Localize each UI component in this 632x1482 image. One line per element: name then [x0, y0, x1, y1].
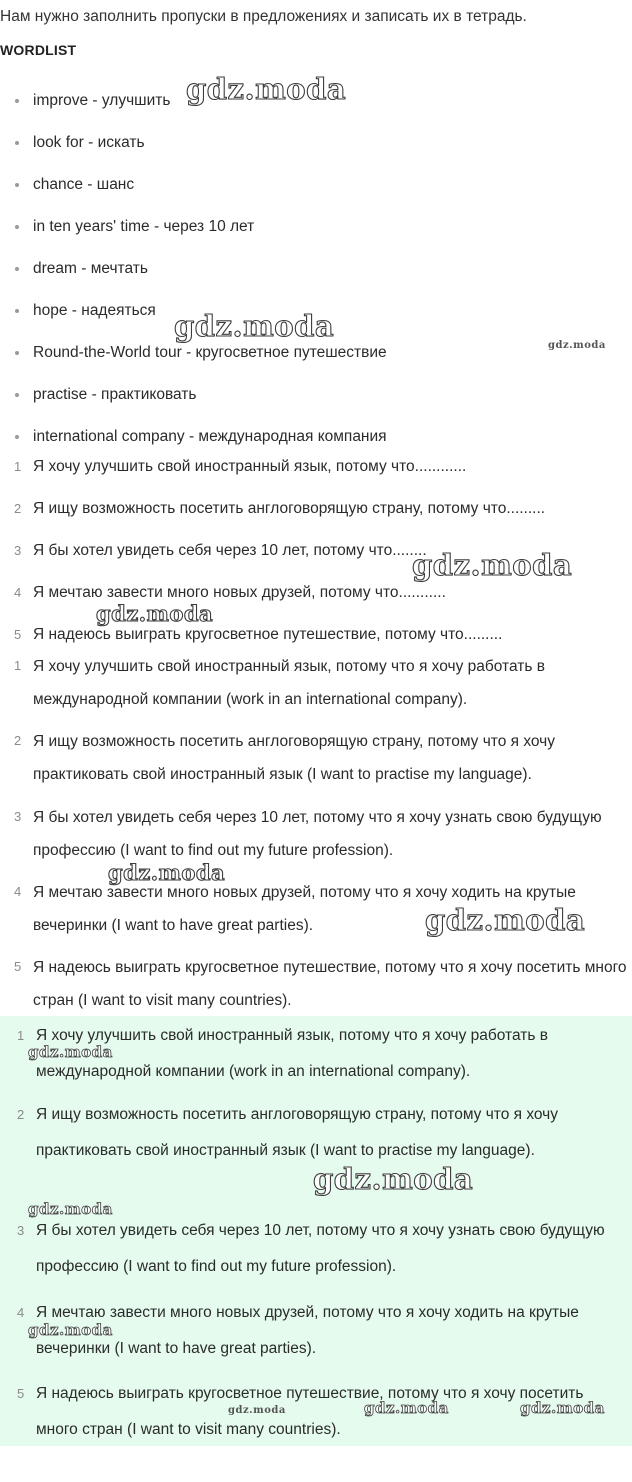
item-number: 1: [14, 658, 22, 673]
watermark: gdz.moda: [228, 1405, 286, 1416]
bullet-icon: [15, 267, 19, 271]
watermark: gdz.moda: [313, 1162, 474, 1196]
watermark: gdz.moda: [28, 1043, 113, 1061]
item-text: Я ищу возможность посетить англоговорящую страну, потому что я хочу практиковать свой иностранный язык (I want to practise my language).: [33, 733, 556, 783]
wordlist-item-text: hope - надеяться: [33, 302, 156, 319]
item-text: Я хочу улучшить свой иностранный язык, потому что я хочу работать в международной компании (work in an international company).: [33, 658, 545, 708]
wordlist-item: [0, 132, 632, 154]
watermark: gdz.moda: [548, 340, 606, 351]
bullet-icon: [15, 351, 19, 355]
bullet-icon: [15, 183, 19, 187]
watermark: gdz.moda: [186, 72, 347, 106]
item-number: 1: [14, 459, 22, 474]
bullet-icon: [15, 225, 19, 229]
item-text: Я мечтаю завести много новых друзей, потому что я хочу ходить на крутые вечеринки (I want to have great parties).: [36, 1304, 579, 1357]
watermark: gdz.moda: [174, 309, 335, 343]
wordlist-item: [0, 216, 632, 238]
wordlist-item-text: international company - международная компания: [33, 428, 387, 445]
wordlist-item: [0, 300, 632, 322]
item-text: Я бы хотел увидеть себя через 10 лет, потому что........: [33, 542, 427, 559]
item-text: Я надеюсь выиграть кругосветное путешествие, потому что я хочу посетить много стран (I want to visit many countries).: [33, 959, 627, 1009]
item-number: 5: [14, 627, 22, 642]
bullet-icon: [15, 435, 19, 439]
watermark: gdz.moda: [425, 903, 586, 937]
item-number: 5: [17, 1386, 25, 1401]
item-text: Я надеюсь выиграть кругосветное путешествие, потому что.........: [33, 626, 503, 643]
item-text: Я надеюсь выиграть кругосветное путешествие, потому что я хочу посетить много стран (I want to visit many countries).: [36, 1385, 584, 1438]
item-number: 3: [14, 809, 22, 824]
wordlist-item: [0, 90, 632, 112]
wordlist-item-text: look for - искать: [33, 134, 145, 151]
item-number: 3: [17, 1223, 25, 1238]
watermark: gdz.moda: [520, 1399, 605, 1417]
wordlist-item-text: dream - мечтать: [33, 260, 148, 277]
item-text: Я бы хотел увидеть себя через 10 лет, потому что я хочу узнать свою будущую профессию (I want to find out my future profession).: [36, 1222, 605, 1275]
watermark: gdz.moda: [412, 548, 573, 582]
bullet-icon: [15, 309, 19, 313]
item-text: Я мечтаю завести много новых друзей, потому что...........: [33, 584, 446, 601]
item-number: 4: [14, 884, 22, 899]
item-text: Я ищу возможность посетить англоговорящую страну, потому что.........: [33, 500, 546, 517]
watermark: gdz.moda: [96, 601, 214, 626]
wordlist-item-text: chance - шанс: [33, 176, 135, 193]
watermark: gdz.moda: [108, 860, 226, 885]
item-number: 5: [14, 959, 22, 974]
wordlist-item-text: in ten years' time - через 10 лет: [33, 218, 255, 235]
wordlist-item: [0, 426, 632, 448]
item-number: 1: [17, 1028, 25, 1043]
intro-text: Нам нужно заполнить пропуски в предложениях и записать их в тетрадь.: [0, 8, 527, 25]
item-text: Я хочу улучшить свой иностранный язык, потому что............: [33, 458, 467, 475]
item-number: 4: [14, 585, 22, 600]
watermark: gdz.moda: [28, 1321, 113, 1339]
item-number: 2: [14, 501, 22, 516]
wordlist-item: [0, 174, 632, 196]
wordlist-item: [0, 384, 632, 406]
wordlist-heading: WORDLIST: [0, 42, 77, 58]
bullet-icon: [15, 393, 19, 397]
bullet-icon: [15, 141, 19, 145]
item-number: 2: [17, 1107, 25, 1122]
watermark: gdz.moda: [364, 1399, 449, 1417]
item-text: Я хочу улучшить свой иностранный язык, потому что я хочу работать в международной компании (work in an international company).: [36, 1027, 548, 1080]
bullet-icon: [15, 99, 19, 103]
wordlist-item: [0, 258, 632, 280]
item-number: 4: [17, 1305, 25, 1320]
item-text: Я мечтаю завести много новых друзей, потому что я хочу ходить на крутые вечеринки (I want to have great parties).: [33, 884, 576, 934]
wordlist-item-text: Round-the-World tour - кругосветное путешествие: [33, 344, 387, 361]
wordlist-item-text: practise - практиковать: [33, 386, 197, 403]
watermark: gdz.moda: [28, 1200, 113, 1218]
item-number: 2: [14, 733, 22, 748]
item-number: 3: [14, 543, 22, 558]
item-text: Я ищу возможность посетить англоговорящую страну, потому что я хочу практиковать свой иностранный язык (I want to practise my language).: [36, 1106, 559, 1159]
wordlist-item-text: improve - улучшить: [33, 92, 171, 109]
wordlist-item: [0, 342, 632, 364]
item-text: Я бы хотел увидеть себя через 10 лет, потому что я хочу узнать свою будущую профессию (I want to find out my future profession).: [33, 809, 602, 859]
